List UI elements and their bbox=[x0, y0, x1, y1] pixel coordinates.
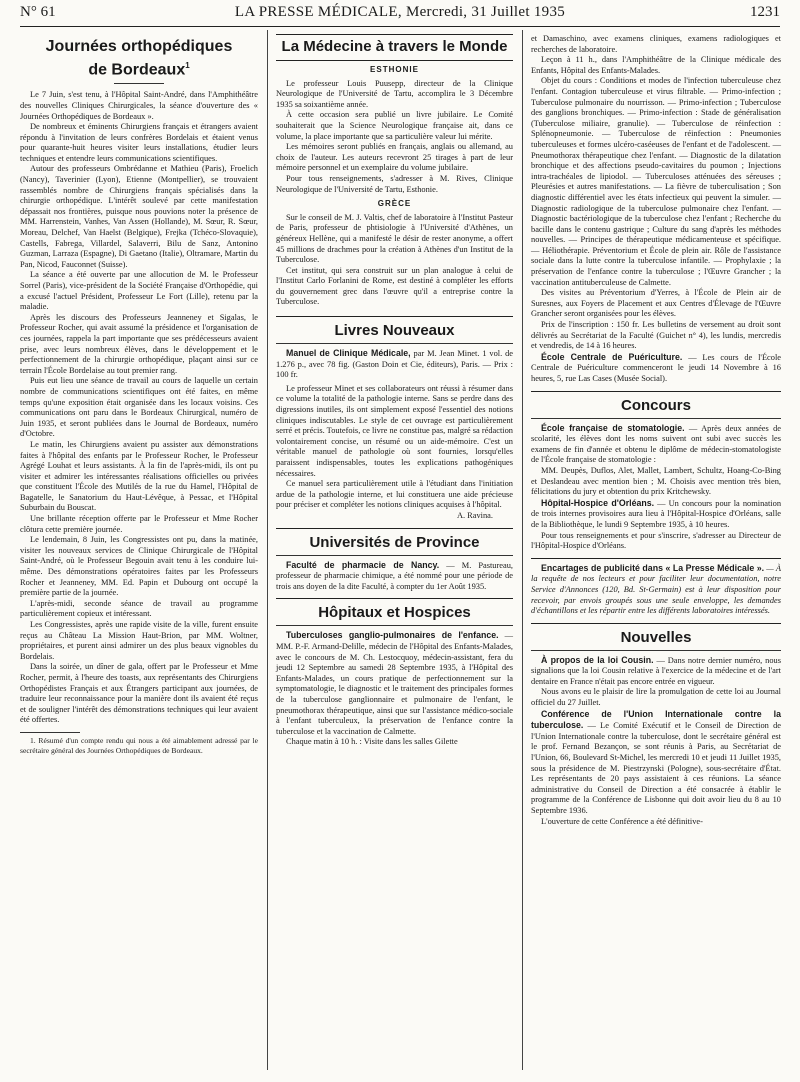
item-heading: À propos de la loi Cousin. bbox=[541, 654, 654, 665]
paragraph: Pour tous renseignements, s'adresser à M. Rives, Clinique Neurologique de l'Université de Tartu, Esthonie. bbox=[276, 173, 513, 194]
paragraph: Après les discours des Professeurs Jeanneney et Sigalas, le Professeur Rocher, qui avait assumé la présidence et l'organisation de ces journées, rappela la part importante que ses prédécesseurs avaient prise, avec leurs nombreux élèves, dans le développement et le perfectionnement de la chirurgie orthopédique, plaçant ainsi sur ce terrain l'École Bordelaise au tout premier rang. bbox=[20, 312, 258, 375]
paragraph: Les Congressistes, après une rapide visite de la ville, furent ensuite reçus au Château La Mission Haut-Brion, par MM. Woltner, propriétaires, et purent ainsi admirer un des plus beaux vignobles du Bordelais. bbox=[20, 620, 258, 661]
column-divider bbox=[267, 30, 268, 1070]
paragraph: Une brillante réception offerte par le Professeur et Mme Rocher clôtura cette première journée. bbox=[20, 514, 258, 534]
paragraph: Objet du cours : Conditions et modes de l'infection tuberculeuse chez l'enfant. Contagion tuberculeuse et virus filtrable. — Primo-infection ; Tuberculose pulmonaire du nourrisson. — Primo-infection ; Tuberculose des ganglions bronchiques. — Primo-infection : Stade de généralisation (Tuberculose miliaire, granulie). — Tuberculose de réinfection : Splénopneumonie. — Tuberculose de réinfection : Pneumonies tuberculeuses et formes ulcéro-caséeuses de l'enfant et de l'adolescent. — Pneumothorax thérapeutique chez l'enfant. — Diagnostic de la dilatation bronchique et des affections pseudo-cavitaires du poumon ; Injections intra-trachéales de lipiodol. — Tuberculoses atténuées des séreuses ; Pleurésies et autres manifestations. — La fièvre de tuberculisation ; Son diagnostic différentiel avec les états infectieux qui peuvent la simuler. — Diagnostic radiologique de la tuberculose pulmonaire chez l'enfant. — Diagnostic bactériologique de la tuberculose chez l'enfant ; Recherche du bacille dans le contenu gastrique ; Culture du sang d'après les méthodes nouvelles. — Principes de thérapeutique médicamenteuse et spécifique. — Héliothérapie. Préventorium et École de plein air. Rôle de l'assistance sociale dans la lutte contre la tuberculose infantile. — Prophylaxie ; la préservation de l'enfance contre la tuberculose ; l'Œuvre Grancher ; la vaccination antituberculeuse de Calmette. bbox=[531, 76, 781, 287]
paragraph: Chaque matin à 10 h. : Visite dans les salles Gilette bbox=[286, 737, 458, 747]
header-rule bbox=[20, 26, 780, 27]
section-title: Hôpitaux et Hospices bbox=[318, 604, 471, 622]
paragraph: Le professeur Louis Puusepp, directeur de la Clinique Neurologique de l'Université de Tartu, accomplira le 3 Décembre 1935 sa soixantième année. bbox=[276, 78, 513, 109]
paragraph: Autour des professeurs Ombrédanne et Mathieu (Paris), Froelich (Nancy), Taverinier (Lyon), Etienne (Montpellier), se trouvaient rassemblés nombre de Chirurgiens français spécialisés dans la chirurgie orthopédique. L'intérêt soulevé par cette manifestation dépassait nos frontières, puisque nous pouvions noter la présence de MM. Harrenstein, Vanhes, Van Assen (Hollande), M. Sœur, R. Sœur, Moreau, Delchef, Van Haelst (Belgique), Frejka (Tchéco-Slovaquie), Castells, Fabrega, Villardel, Salaverri, Bilu de Sanz, Antonino Guzman, Larraza (Espagne), Di Gaetano (Italie), Oltramare, Martin du Pan, Nicod, Fauconnet (Suisse). bbox=[20, 164, 258, 269]
item-heading: Faculté de pharmacie de Nancy. bbox=[286, 559, 440, 570]
paragraph: Sur le conseil de M. J. Valtis, chef de laboratoire à l'Institut Pasteur de Paris, professeur de phtisiologie à l'Université d'Athènes, un généreux Hellène, qui a manifesté le désir de rester anonyme, a offert 45 millions de drachmes pour la création à Athènes d'un Institut de la Tuberculose. bbox=[276, 212, 513, 265]
section-title: Concours bbox=[620, 396, 691, 414]
footnote: 1. Résumé d'un compte rendu qui nous a été aimablement adressé par le secrétaire général des Journées Orthopédiques de Bordeaux. bbox=[20, 735, 258, 755]
signature: A. Ravina. bbox=[456, 510, 493, 520]
news-item: École Centrale de Puériculture. — Les cours de l'École Centrale de Puériculture commenceront le jeudi 14 Novembre à 16 heures, 5, rue Las Cases (Musée Social). bbox=[531, 351, 782, 383]
country-label: ESTHONIE bbox=[370, 65, 419, 74]
country-label: GRÈCE bbox=[377, 199, 412, 209]
paragraph: Leçon à 11 h., dans l'Amphithéâtre de la Clinique médicale des Enfants, Hôpital des Enfants-Malades. bbox=[531, 55, 781, 75]
journal-name: LA PRESSE MÉDICALE, bbox=[234, 4, 402, 20]
journal-header bbox=[140, 4, 660, 21]
news-item: Conférence de l'Union Internationale contre la tuberculose. — Le Comité Exécutif et le Conseil de Direction de l'Union Internationale contre la tuberculose, dont le secrétaire général est le prof. Fernand Bezançon, se sont réunis à Paris, au Secrétariat de l'Union, 66, Boulevard St-Michel, les mercredi 10 et jeudi 11 Juillet 1935, sous la présidence de M. Piestrzynski (Pologne), sous-secrétaire d'État. Les représentants de 20 pays assistaient à ces réunions. La séance administrative du Conseil de Direction a été consacrée à établir le programme de la Conférence de Lisbonne qui doit avoir lieu du 8 au 10 Septembre 1936. bbox=[531, 708, 781, 815]
paragraph: Le lendemain, 8 Juin, les Congressistes ont pu, dans la matinée, visiter les nouveaux services de Clinique Chirurgicale de l'Hôpital Saint-André, où le Professeur Begouin avait tenu à les conduire lui-même. Des démonstrations opératoires faites par les Professeurs Rocher et Jeanneney, MM. Ed. Papin et Dubourg ont occupé la première partie de la journée. bbox=[20, 535, 258, 598]
book-details: par M. Jean Minet. 1 vol. de 1.276 p., avec 78 fig. (Gaston Doin et Cie, éditeurs), Paris. — Prix : 100 fr. bbox=[276, 349, 514, 380]
item-heading: Tuberculoses ganglio-pulmonaires de l'enfance. bbox=[286, 630, 499, 641]
news-item: Hôpital-Hospice d'Orléans. — Un concours pour la nomination de trois internes provisoires aura lieu à l'Hôpital-Hospice d'Orléans, salle de la Bibliothèque, le lundi 9 Septembre 1935, à 10 heures. bbox=[531, 497, 782, 529]
paragraph: Puis eut lieu une séance de travail au cours de laquelle un certain nombre de communications scientifiques ont été faites, en même temps qu'une exposition était organisée dans les locaux voisins. Ces communications ont paru dans le Bordeaux Chirurgical, numéro de Juin 1935, et seront publiées dans le Journal de Bordeaux, numéro d'Octobre. bbox=[20, 376, 258, 439]
paragraph: Dans la soirée, un dîner de gala, offert par le Professeur et Mme Rocher, permit, à l'heure des toasts, aux représentants des Chirurgiens Orthopédistes Français et aux Étrangers participant aux journées, de traduire leur reconnaissance pour la manière dont ils avaient été reçus et de souligner l'intérêt des démonstrations techniques qui leur avaient été offertes. bbox=[20, 662, 258, 725]
news-item: À propos de la loi Cousin. — Dans notre dernier numéro, nous signalions que la loi Cousin relative à l'exercice de la médecine et de l'art dentaire en France n'était pas encore entrée en vigueur. bbox=[531, 654, 781, 686]
article-title-line: de Bordeaux$^1$ bbox=[88, 61, 190, 79]
paragraph: MM. Deupès, Duflos, Alet, Mallet, Lambert, Schultz, Hoang-Co-Bing et Deslandeau avec mention bien ; M. Choisis avec mention très bien, félicitations du jury et obtention du prix Kritchewsky. bbox=[531, 465, 781, 497]
paragraph: Le 7 Juin, s'est tenu, à l'Hôpital Saint-André, dans l'Amphithéâtre des nouvelles Cliniques Chirurgicales, la séance d'ouverture des « Journées Orthopédiques de Bordeaux ». bbox=[20, 90, 258, 121]
paragraph: À cette occasion sera publié un livre jubilaire. Le Comité souhaiterait que la Science Neurologique française ait, dans ce volume, la place importante que sa particulière valeur lui mérite. bbox=[276, 110, 513, 141]
news-item: Faculté de pharmacie de Nancy. — M. Pastureau, professeur de pharmacie chimique, a été nommé pour une période de trois ans doyen de la dite Faculté, à compter du 1er Août 1935. bbox=[276, 559, 514, 591]
paragraph: La séance a été ouverte par une allocution de M. le Professeur Sorrel (Paris), vice-président de la Société Française d'Orthopédie, qui a excusé l'actuel Président, Professeur Le Fort (Lille), retenu par la maladie. bbox=[20, 270, 258, 312]
paragraph: Le professeur Minet et ses collaborateurs ont réussi à résumer dans ce volume la totalité de la pathologie interne. Sans se perdre dans des digressions inutiles, ils ont simplement exposé l'essentiel des notions cliniques indiscutables. Le style de cet ouvrage est particulièrement serré et précis. Toutefois, ce livre ne constitue pas, malgré sa rédaction volontairement concise, un résumé ou un aide-mémoire. C'est un véritable manuel de pathologie où sont fournies, lorsqu'elles paraissent indispensables, toutes les explications pathogéniques nécessaires. bbox=[276, 383, 513, 478]
item-heading: Encartages de publicité dans « La Presse Médicale ». bbox=[541, 562, 765, 573]
issue-number: N° 61 bbox=[20, 4, 56, 20]
paragraph: Le matin, les Chirurgiens avaient pu assister aux démonstrations faites à l'hôpital des enfants par le Professeur Rocher, le Professeur Agrégé Louhat et leurs assistants. À la fin de l'après-midi, ils ont pu visiter et admirer les intéressantes réalisations officielles ou privées que constituent l'École des Mutilés de la rue du Hamel, l'Hôpital de Bagatelle, le Sanatorium du Haut-Lévêque, à Pessac, et l'Hôpital Suburbain du Bouscat. bbox=[20, 439, 258, 513]
news-item: Tuberculoses ganglio-pulmonaires de l'enfance. — MM. P.-F. Armand-Delille, médecin de l'Hôpital des Enfants-Malades, avec le concours de M. Ch. Lestocquoy, médecin-assistant, fera du jeudi 12 Septembre au samedi 28 Septembre 1935, à l'Hôpital des Enfants-Malades, un cours pratique de perfectionnement sur la symptomatologie, le diagnostic et le traitement des principales formes de la tuberculose ganglionnaire et pulmonaire de l'enfant, le pneumothorax thérapeutique, ainsi que sur l'assistance médico-sociale à l'enfant tuberculeux, la préservation de l'enfance contre la tuberculose et la vaccination de Calmette. bbox=[276, 630, 513, 736]
page-number: 1231 bbox=[750, 4, 780, 20]
issue-date: Mercredi, 31 Juillet 1935 bbox=[405, 4, 566, 20]
paragraph: et Damaschino, avec examens cliniques, examens radiologiques et recherches de laboratoire. bbox=[531, 34, 781, 54]
paragraph: Des visites au Préventorium d'Yerres, à l'École de Plein air de Suresnes, aux Foyers de Placement et aux Centres d'Élevage de l'Œuvre Grancher seront organisées pour les élèves. bbox=[531, 288, 781, 319]
paragraph: Prix de l'inscription : 150 fr. Les bulletins de versement au droit sont délivrés au Secrétariat de la Faculté (Guichet n° 4), les lundis, mercredis et vendredis, de 14 à 16 heures. bbox=[531, 320, 781, 351]
footnote-marker: 1 bbox=[185, 61, 190, 70]
item-heading: École Centrale de Puériculture. bbox=[541, 351, 683, 362]
item-heading: Hôpital-Hospice d'Orléans. bbox=[541, 497, 655, 508]
item-heading: École française de stomatologie. bbox=[541, 422, 685, 433]
paragraph: L'après-midi, seconde séance de travail au programme particulièrement copieux et intéressant. bbox=[20, 598, 258, 619]
section-title: La Médecine à travers le Monde bbox=[281, 38, 508, 55]
section-title: Nouvelles bbox=[620, 628, 692, 646]
column-left bbox=[20, 34, 258, 755]
masthead bbox=[20, 4, 780, 26]
article-title-line: Journées orthopédiques bbox=[45, 38, 233, 55]
notice-encartages: Encartages de publicité dans « La Presse Médicale ». — À la requête de nos lecteurs et pour faciliter leur documentation, notre Service d'Annonces (120, Bd. St-Germain) est à leur disposition pour recevoir, par envois groupés sous une seule enveloppe, les demandes d'échantillons et les répartir entre les différents laboratoires intéressés. bbox=[531, 562, 781, 616]
column-divider bbox=[522, 30, 523, 1070]
section-title: Universités de Province bbox=[309, 533, 480, 551]
paragraph: Nous avons eu le plaisir de lire la promulgation de cette loi au Journal officiel du 27 Juillet. bbox=[531, 687, 781, 708]
paragraph: Pour tous renseignements et pour s'inscrire, s'adresser au Directeur de l'Hôpital-Hospice d'Orléans. bbox=[531, 530, 781, 551]
paragraph: L'ouverture de cette Conférence a été définitive- bbox=[541, 816, 703, 826]
column-right bbox=[531, 34, 781, 827]
paragraph: Cet institut, qui sera construit sur un plan analogue à celui de l'Institut Carlo Forlanini de Rome, est destiné à compléter les efforts du gouvernement grec dans l'œuvre qu'il a entreprise contre la Tuberculose. bbox=[276, 265, 513, 307]
item-heading: Conférence de l'Union Internationale contre la tuberculose. bbox=[531, 708, 781, 731]
book-title: Manuel de Clinique Médicale, bbox=[286, 348, 411, 359]
book-entry bbox=[276, 348, 513, 381]
paragraph: De nombreux et éminents Chirurgiens français et étrangers avaient répondu à l'invitation de leurs confrères Bordelais et étaient venus pour quarante-huit heures visiter leurs installations, étudier leurs techniques et entendre leurs communications scientifiques. bbox=[20, 122, 258, 163]
column-middle bbox=[276, 34, 513, 748]
news-item: École française de stomatologie. — Après deux années de scolarité, les élèves dont les noms suivent ont subi avec succès les examens de fin d'année et obtenu le diplôme de médecin-stomatologiste de l'École française de stomatologie : bbox=[531, 422, 781, 465]
paragraph: Les mémoires seront publiés en français, anglais ou allemand, au choix de l'auteur. Les auteurs recevront 25 tirages à part de leur mémoire personnel et un exemplaire du volume jubilaire. bbox=[276, 142, 513, 173]
section-title: Livres Nouveaux bbox=[334, 322, 455, 340]
paragraph: Ce manuel sera particulièrement utile à l'étudiant dans l'initiation ardue de la pathologie interne, et lui constituera une aide précieuse pour préciser et compléter les notions cliniques acquises à l'hôpital. bbox=[276, 479, 513, 510]
